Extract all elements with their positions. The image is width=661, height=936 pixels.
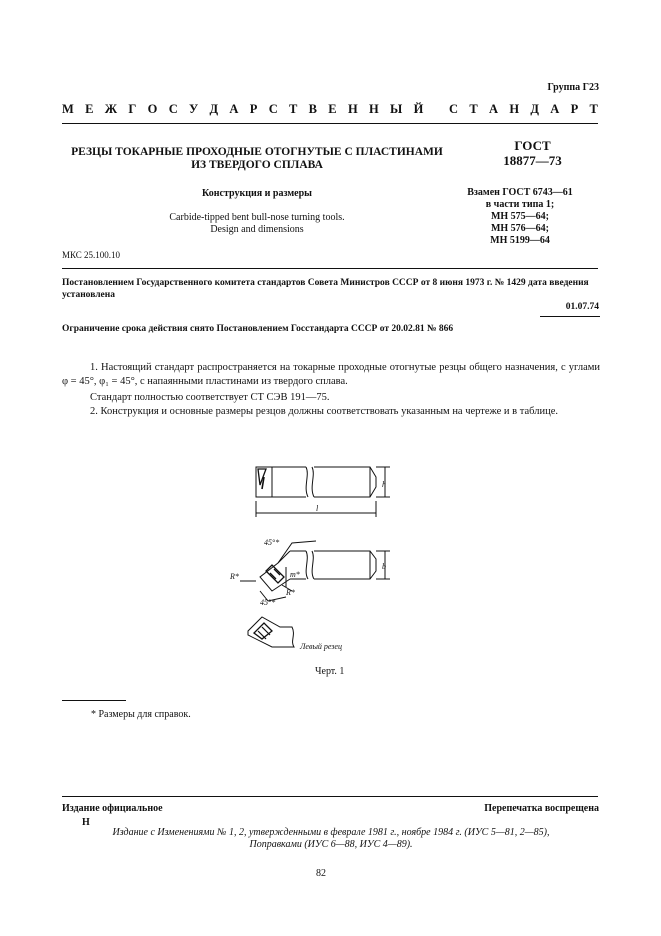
radius-left-label: R* [230,572,239,581]
banner-letter: С [268,102,278,116]
banner-gap [435,102,438,117]
dimension-h-label: h [382,480,386,489]
dimension-m-label: m* [290,570,300,579]
gost-label: ГОСТ [514,138,551,153]
document-subtitle: Конструкция и размеры [202,188,312,199]
top-view [256,467,390,517]
dimension-b-label: b [382,562,386,571]
edition-mark: Н [82,817,90,828]
banner-letter: У [189,102,199,116]
replaces-line: МН 5199—64 [490,235,550,246]
english-title-line: Carbide-tipped bent bull-nose turning tools. [169,212,345,223]
dimension-l-label: l [316,504,319,513]
reprint-notice: Перепечатка воспрещена [484,803,599,814]
banner-letter: А [229,102,239,116]
section-rule [62,268,598,269]
footnote-rule [62,700,126,701]
intro-date: 01.07.74 [565,302,599,312]
gost-designation [480,138,585,168]
document-title [62,146,452,172]
english-title [62,212,452,236]
replaces-line: МН 576—64; [490,223,550,234]
left-cutter-view [248,617,294,647]
figure-caption: Черт. 1 [315,666,345,677]
mks-code: МКС 25.100.10 [62,250,121,260]
body-paragraph: 1. Настоящий стандарт распространяется на токарные проходные отогнутые резцы общего назначения, с углами φ = 45°, φ₁ = 45°, с напаянными пластинами из твердого сплава. [62,362,600,387]
banner-letter: Д [209,102,219,116]
banner-letter: Д [530,102,539,116]
banner-letter: А [489,102,499,116]
footnote: * Размеры для справок. [91,709,191,720]
replaces-line: МН 575—64; [490,211,550,222]
replaces-block [440,187,600,247]
banner-letter: Н [509,102,520,116]
decree-text: Постановлением Государственного комитета стандартов Совета Министров СССР от 8 июня 1973 г. № 1429 дата введения установлена [62,278,589,300]
banner-letter: М [62,102,74,116]
side-view [240,541,390,601]
english-title-line: Design and dimensions [210,224,304,235]
group-code: Группа Г23 [547,82,599,93]
changes-note [62,827,600,851]
banner-letter: Н [347,102,358,116]
angle-top-label: 45°* [264,538,280,547]
banner-letter: О [147,102,158,116]
title-line: ИЗ ТВЕРДОГО СПЛАВА [191,159,323,171]
replaces-line: Взамен ГОСТ 6743—61 [467,187,573,198]
title-line: РЕЗЦЫ ТОКАРНЫЕ ПРОХОДНЫЕ ОТОГНУТЫЕ С ПЛАСТИНАМИ [71,146,443,158]
banner-letter: С [449,102,459,116]
banner-letter: Ж [104,102,118,116]
banner-letter: Й [413,102,424,116]
banner-letter: Е [85,102,94,116]
angle-bottom-label: 45°* [260,598,276,607]
date-underline [540,316,600,317]
banner-letter: Т [289,102,298,116]
banner-letter: Ы [390,102,403,116]
official-edition: Издание официальное [62,803,163,814]
banner-letter: Т [469,102,478,116]
changes-line: Издание с Изменениями № 1, 2, утвержденными в феврале 1981 г., ноябре 1984 г. (ИУС 5—81, 2—85), [112,827,550,838]
replaces-line: в части типа 1; [485,199,555,210]
standard-banner [62,102,598,117]
banner-letter: С [168,102,178,116]
page-number: 82 [316,868,326,879]
body-paragraph: Стандарт полностью соответствует СТ СЭВ 191—75. [90,392,330,403]
left-cutter-label: Левый резец [300,642,342,651]
footer-rule [62,796,598,797]
header-rule [62,123,598,124]
banner-letter: Р [570,102,579,116]
banner-letter: А [550,102,560,116]
radius-bottom-label: R* [286,588,295,597]
banner-letter: В [308,102,317,116]
body-paragraph: 2. Конструкция и основные размеры резцов должны соответствовать указанным на чертеже и в таблице. [90,406,558,417]
banner-letter: Н [368,102,379,116]
banner-letter: Г [128,102,137,116]
cutter-drawing [220,455,420,660]
limitation-text: Ограничение срока действия снято Постановлением Госстандарта СССР от 20.02.81 № 866 [62,324,454,334]
gost-number: 18877—73 [503,153,562,168]
changes-line: Поправками (ИУС 6—88, ИУС 4—89). [249,839,413,850]
banner-letter: Е [328,102,337,116]
banner-letter: Р [249,102,258,116]
banner-letter: Т [589,102,598,116]
